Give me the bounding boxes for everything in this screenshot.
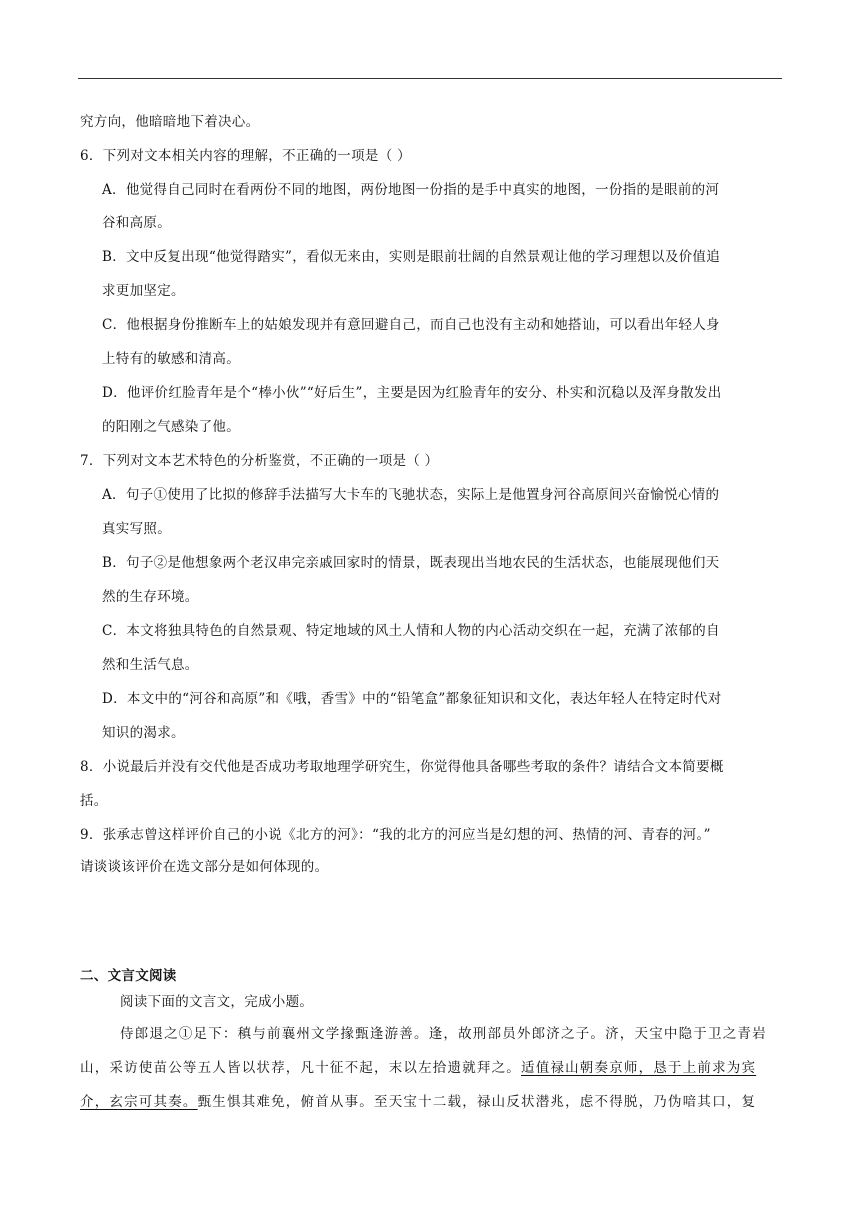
classical-text-line-1: 侍郎退之①足下：稹与前襄州文学掾甄逢游善。逢，故刑部员外郎济之子。济，天宝中隐于卫之青岩 bbox=[120, 1026, 767, 1042]
question-8-line-2: 括。 bbox=[80, 793, 108, 809]
continuation-line: 究方向，他暗暗地下着决心。 bbox=[80, 114, 260, 130]
q6-option-b-line-1: B．文中反复出现“他觉得踏实”，看似无来由，实则是眼前壮阔的自然景观让他的学习理想以及价值追 bbox=[102, 249, 721, 265]
q7-option-d-line-2: 知识的渴求。 bbox=[102, 725, 185, 741]
q7-option-c-line-2: 然和生活气息。 bbox=[102, 657, 199, 673]
q6-option-b-line-2: 求更加坚定。 bbox=[102, 283, 185, 299]
classical-text-line-2-plain: 山，采访使苗公等五人皆以状荐，凡十征不起，末以左拾遗就拜之。 bbox=[80, 1060, 521, 1076]
q6-option-c-line-2: 上特有的敏感和清高。 bbox=[102, 351, 240, 367]
question-7-stem: 7．下列对文本艺术特色的分析鉴赏，不正确的一项是（ ） bbox=[80, 453, 439, 469]
question-9-line-1: 9．张承志曾这样评价自己的小说《北方的河》：“我的北方的河应当是幻想的河、热情的河、青春的河。” bbox=[80, 827, 711, 843]
q6-option-a-line-2: 谷和高原。 bbox=[102, 215, 171, 231]
underlined-sentence-part-2: 介，玄宗可其奏。 bbox=[80, 1094, 198, 1110]
q7-option-c-line-1: C．本文将独具特色的自然景观、特定地域的风土人情和人物的内心活动交织在一起，充满了浓郁的自 bbox=[102, 623, 720, 639]
section-2-heading: 二、文言文阅读 bbox=[80, 968, 177, 984]
q6-option-d-line-2: 的阳刚之气感染了他。 bbox=[102, 419, 240, 435]
q6-option-d-line-1: D．他评价红脸青年是个“棒小伙”“好后生”，主要是因为红脸青年的安分、朴实和沉稳以及浑身散发出 bbox=[102, 385, 722, 401]
header-rule bbox=[78, 78, 782, 79]
question-9-line-2: 请谈谈该评价在选文部分是如何体现的。 bbox=[80, 859, 329, 875]
q7-option-b-line-2: 然的生存环境。 bbox=[102, 589, 199, 605]
q7-option-d-line-1: D．本文中的“河谷和高原”和《哦，香雪》中的“铅笔盒”都象征知识和文化，表达年轻人在特定时代对 bbox=[102, 691, 722, 707]
q6-option-c-line-1: C．他根据身份推断车上的姑娘发现并有意回避自己，而自己也没有主动和她搭讪，可以看出年轻人身 bbox=[102, 317, 720, 333]
q7-option-b-line-1: B．句子②是他想象两个老汉串完亲戚回家时的情景，既表现出当地农民的生活状态，也能展现他们天 bbox=[102, 555, 720, 571]
classical-text-line-3 bbox=[80, 1092, 756, 1112]
classical-text-line-3-plain: 甄生惧其难免，俯首从事。至天宝十二载，禄山反状潜兆，虑不得脱，乃伪喑其口，复 bbox=[197, 1094, 757, 1110]
question-8-line-1: 8．小说最后并没有交代他是否成功考取地理学研究生，你觉得他具备哪些考取的条件？请结合文本简要概 bbox=[80, 759, 724, 775]
q7-option-a-line-1: A．句子①使用了比拟的修辞手法描写大卡车的飞驰状态，实际上是他置身河谷高原间兴奋愉悦心情的 bbox=[102, 487, 720, 503]
question-6-stem: 6．下列对文本相关内容的理解，不正确的一项是（ ） bbox=[80, 148, 411, 164]
underlined-sentence-part-1: 适值禄山朝奏京师，恳于上前求为宾 bbox=[521, 1060, 757, 1076]
q7-option-a-line-2: 真实写照。 bbox=[102, 521, 171, 537]
section-2-instruction: 阅读下面的文言文，完成小题。 bbox=[120, 994, 314, 1010]
classical-text-line-2 bbox=[80, 1058, 756, 1078]
q6-option-a-line-1: A．他觉得自己同时在看两份不同的地图，两份地图一份指的是手中真实的地图，一份指的是眼前的河 bbox=[102, 182, 720, 198]
